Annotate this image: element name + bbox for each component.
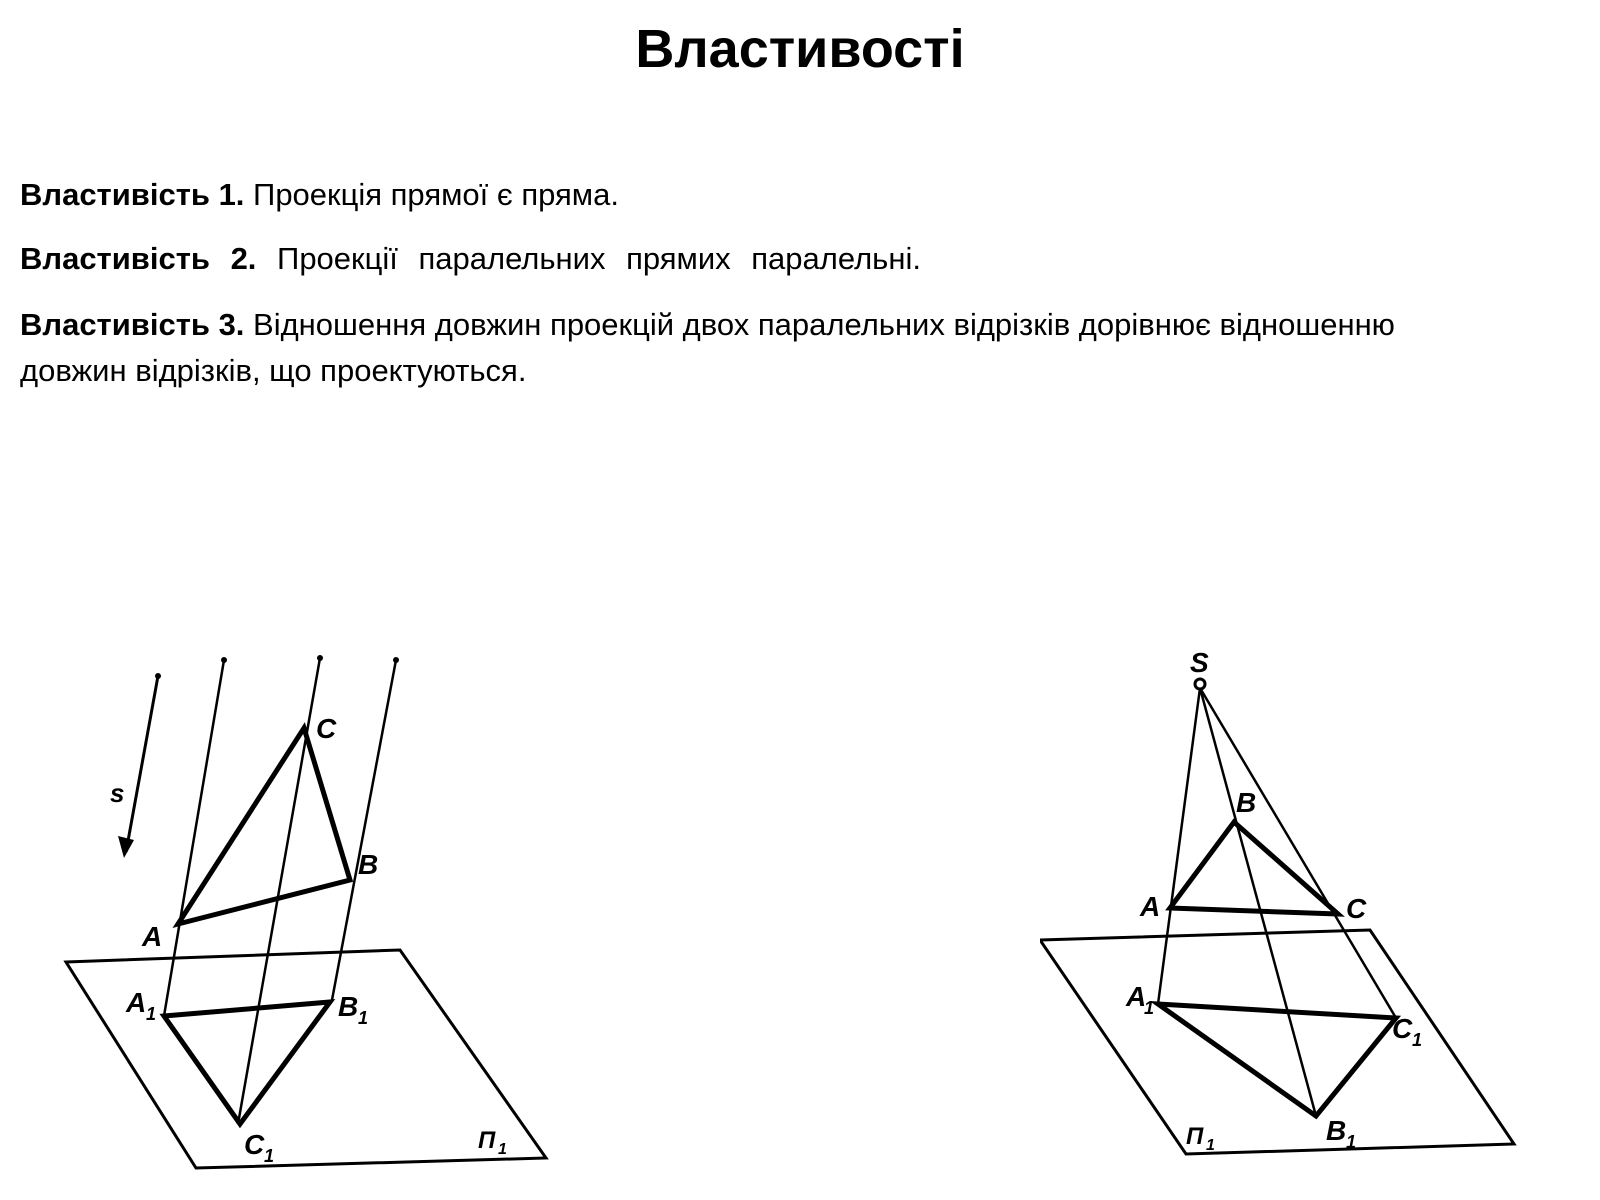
point-label-b: B (1236, 787, 1257, 818)
property-2 (20, 236, 921, 282)
point-label-c: C (1346, 893, 1367, 924)
point-label-c1: C (244, 1129, 265, 1160)
point-label-b1: B (1326, 1115, 1347, 1146)
point-label-b1-sub: 1 (358, 1008, 369, 1028)
property-1-text: Проекція прямої є пряма. (244, 177, 619, 212)
plane-label: П (1186, 1123, 1204, 1150)
center-label: S (1190, 647, 1209, 678)
point-label-b1-sub: 1 (1346, 1132, 1357, 1152)
property-2-label: Властивість 2. (20, 241, 257, 276)
triangle-a1b1c1 (164, 1002, 330, 1124)
point-label-c1-sub: 1 (1412, 1030, 1423, 1050)
projecting-ray-c (1200, 688, 1396, 1018)
projecting-ray-b (1200, 688, 1316, 1116)
point-label-c: C (316, 713, 337, 744)
triangle-abc (178, 728, 350, 924)
projecting-ray-a (1158, 688, 1200, 1004)
projection-center-point (1195, 679, 1205, 689)
point-label-a1-sub: 1 (1144, 998, 1155, 1018)
point-label-a1: A (126, 987, 147, 1018)
plane-label-sub: 1 (1206, 1137, 1215, 1154)
direction-arrow-tail (155, 673, 161, 679)
property-3-text: Відношення довжин проекцій двох паралельних відрізків дорівнює відношенню довжин відрізків, що проектуються. (20, 307, 1395, 388)
projecting-line-a-tip (221, 657, 227, 663)
point-label-b: B (358, 849, 379, 880)
projecting-line-b-tip (393, 657, 399, 663)
page-title: Властивості (635, 19, 965, 79)
property-3 (20, 302, 1440, 394)
projection-plane (1040, 930, 1514, 1154)
projecting-line-c-tip (317, 655, 323, 661)
projecting-line-a (164, 660, 224, 1016)
central-projection-diagram (1040, 636, 1600, 1200)
point-label-a: A (142, 921, 163, 952)
plane-label: П (478, 1127, 496, 1154)
point-label-c1-sub: 1 (264, 1146, 275, 1166)
point-label-a: A (1140, 891, 1161, 922)
triangle-abc (1170, 822, 1338, 914)
central-projection-svg (1040, 636, 1600, 1200)
property-1 (20, 172, 619, 218)
property-2-text: Проекції паралельних прямих паралельні. (256, 241, 921, 276)
property-3-label: Властивість 3. (20, 307, 245, 342)
direction-arrow-line (126, 676, 158, 852)
parallel-projection-diagram (18, 640, 578, 1200)
projection-plane (66, 950, 546, 1168)
parallel-projection-svg (18, 640, 578, 1200)
point-label-b1: B (338, 991, 359, 1022)
property-1-label: Властивість 1. (20, 177, 245, 212)
direction-label: s (110, 778, 125, 808)
triangle-a1b1c1 (1158, 1004, 1396, 1116)
plane-label-sub: 1 (498, 1141, 507, 1158)
point-label-a1-sub: 1 (146, 1004, 157, 1024)
point-label-c1: C (1392, 1013, 1413, 1044)
direction-arrow-head (118, 836, 134, 858)
point-label-a1: A (1126, 981, 1147, 1012)
